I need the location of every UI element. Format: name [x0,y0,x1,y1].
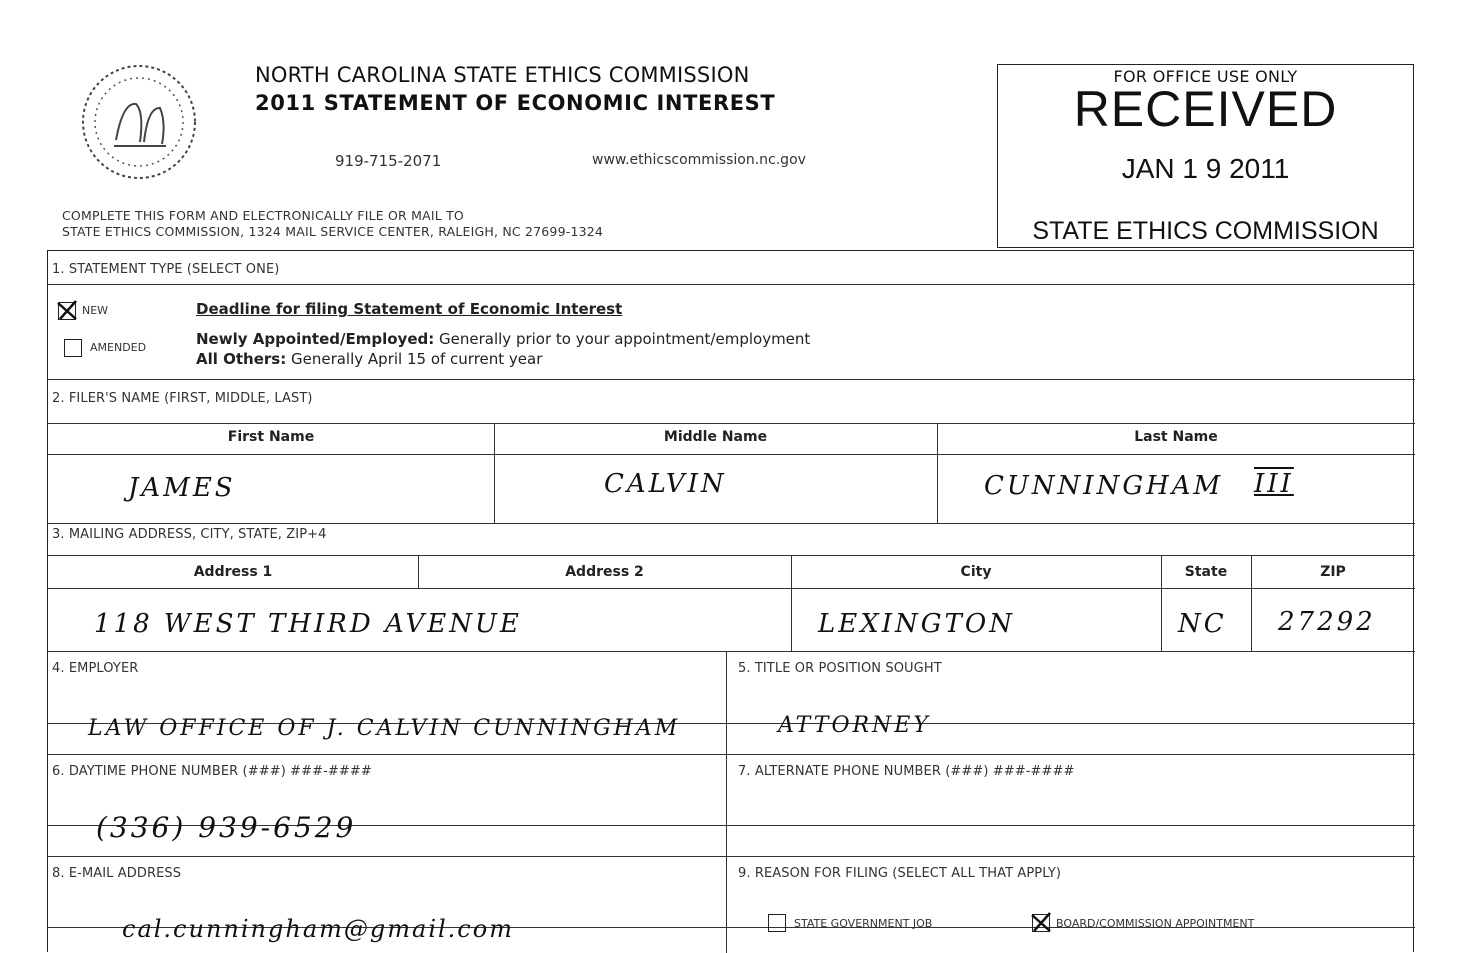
others-line: All Others: Generally April 15 of current year [196,350,543,368]
col-last-name: Last Name [1134,429,1218,445]
section6-label: 6. DAYTIME PHONE NUMBER (###) ###-#### [52,764,372,779]
col-middle-name: Middle Name [663,429,768,445]
city-field[interactable]: LEXINGTON [818,609,1015,639]
office-use-label: FOR OFFICE USE ONLY [1113,67,1298,86]
section4-label: 4. EMPLOYER [52,661,139,676]
office-use-box [997,64,1414,248]
commission-website[interactable]: www.ethicscommission.nc.gov [592,152,806,168]
section1-label: 1. STATEMENT TYPE (SELECT ONE) [52,262,280,277]
address-1-field[interactable]: 118 WEST THIRD AVENUE [94,609,522,639]
middle-name-field[interactable]: CALVIN [604,469,727,499]
name-suffix-field[interactable]: III [1254,469,1294,499]
col-state: State [1184,564,1228,580]
col-city: City [960,564,992,580]
col-zip: ZIP [1320,564,1346,580]
appointed-line: Newly Appointed/Employed: Generally prior to your appointment/employment [196,330,811,348]
instructions-line-2: STATE ETHICS COMMISSION, 1324 MAIL SERVICE CENTER, RALEIGH, NC 27699-1324 [62,224,604,239]
section2-label: 2. FILER'S NAME (FIRST, MIDDLE, LAST) [52,391,313,406]
new-label: NEW [82,304,109,317]
new-checkbox[interactable] [58,302,76,320]
instructions-line-1: COMPLETE THIS FORM AND ELECTRONICALLY FILE OR MAIL TO [62,208,464,223]
zip-field[interactable]: 27292 [1278,607,1376,637]
col-address-2: Address 2 [565,564,644,580]
section9-label: 9. REASON FOR FILING (SELECT ALL THAT APPLY) [738,866,1062,881]
state-job-label: STATE GOVERNMENT JOB [794,917,933,930]
state-job-checkbox[interactable] [768,914,786,932]
amended-checkbox[interactable] [64,339,82,357]
checkmark-icon [1030,911,1052,933]
section8-label: 8. E-MAIL ADDRESS [52,866,182,881]
state-seal-icon [78,62,200,182]
board-appointment-label: BOARD/COMMISSION APPOINTMENT [1056,917,1255,930]
form-title: 2011 STATEMENT OF ECONOMIC INTEREST [255,91,776,115]
received-date: JAN 1 9 2011 [1121,153,1290,184]
state-field[interactable]: NC [1178,609,1227,639]
received-agency: STATE ETHICS COMMISSION [1032,217,1379,245]
email-field[interactable]: cal.cunningham@gmail.com [122,915,514,943]
section5-label: 5. TITLE OR POSITION SOUGHT [738,661,942,676]
deadline-heading: Deadline for filing Statement of Economic Interest [196,300,623,318]
last-name-field[interactable]: CUNNINGHAM [984,471,1224,501]
employer-field[interactable]: LAW OFFICE OF J. CALVIN CUNNINGHAM [88,716,681,741]
commission-phone: 919-715-2071 [335,152,442,170]
org-name: NORTH CAROLINA STATE ETHICS COMMISSION [255,63,750,87]
checkmark-icon [56,299,78,321]
statement-form [47,250,1414,952]
received-stamp: RECEIVED [1073,81,1338,137]
title-field[interactable]: ATTORNEY [778,713,931,738]
first-name-field[interactable]: JAMES [128,473,236,503]
amended-label: AMENDED [90,341,147,354]
board-appointment-checkbox[interactable] [1032,914,1050,932]
daytime-phone-field[interactable]: (336) 939-6529 [96,811,357,844]
col-address-1: Address 1 [193,564,273,580]
col-first-name: First Name [227,429,315,445]
section3-label: 3. MAILING ADDRESS, CITY, STATE, ZIP+4 [52,527,327,542]
section7-label: 7. ALTERNATE PHONE NUMBER (###) ###-#### [738,764,1075,779]
